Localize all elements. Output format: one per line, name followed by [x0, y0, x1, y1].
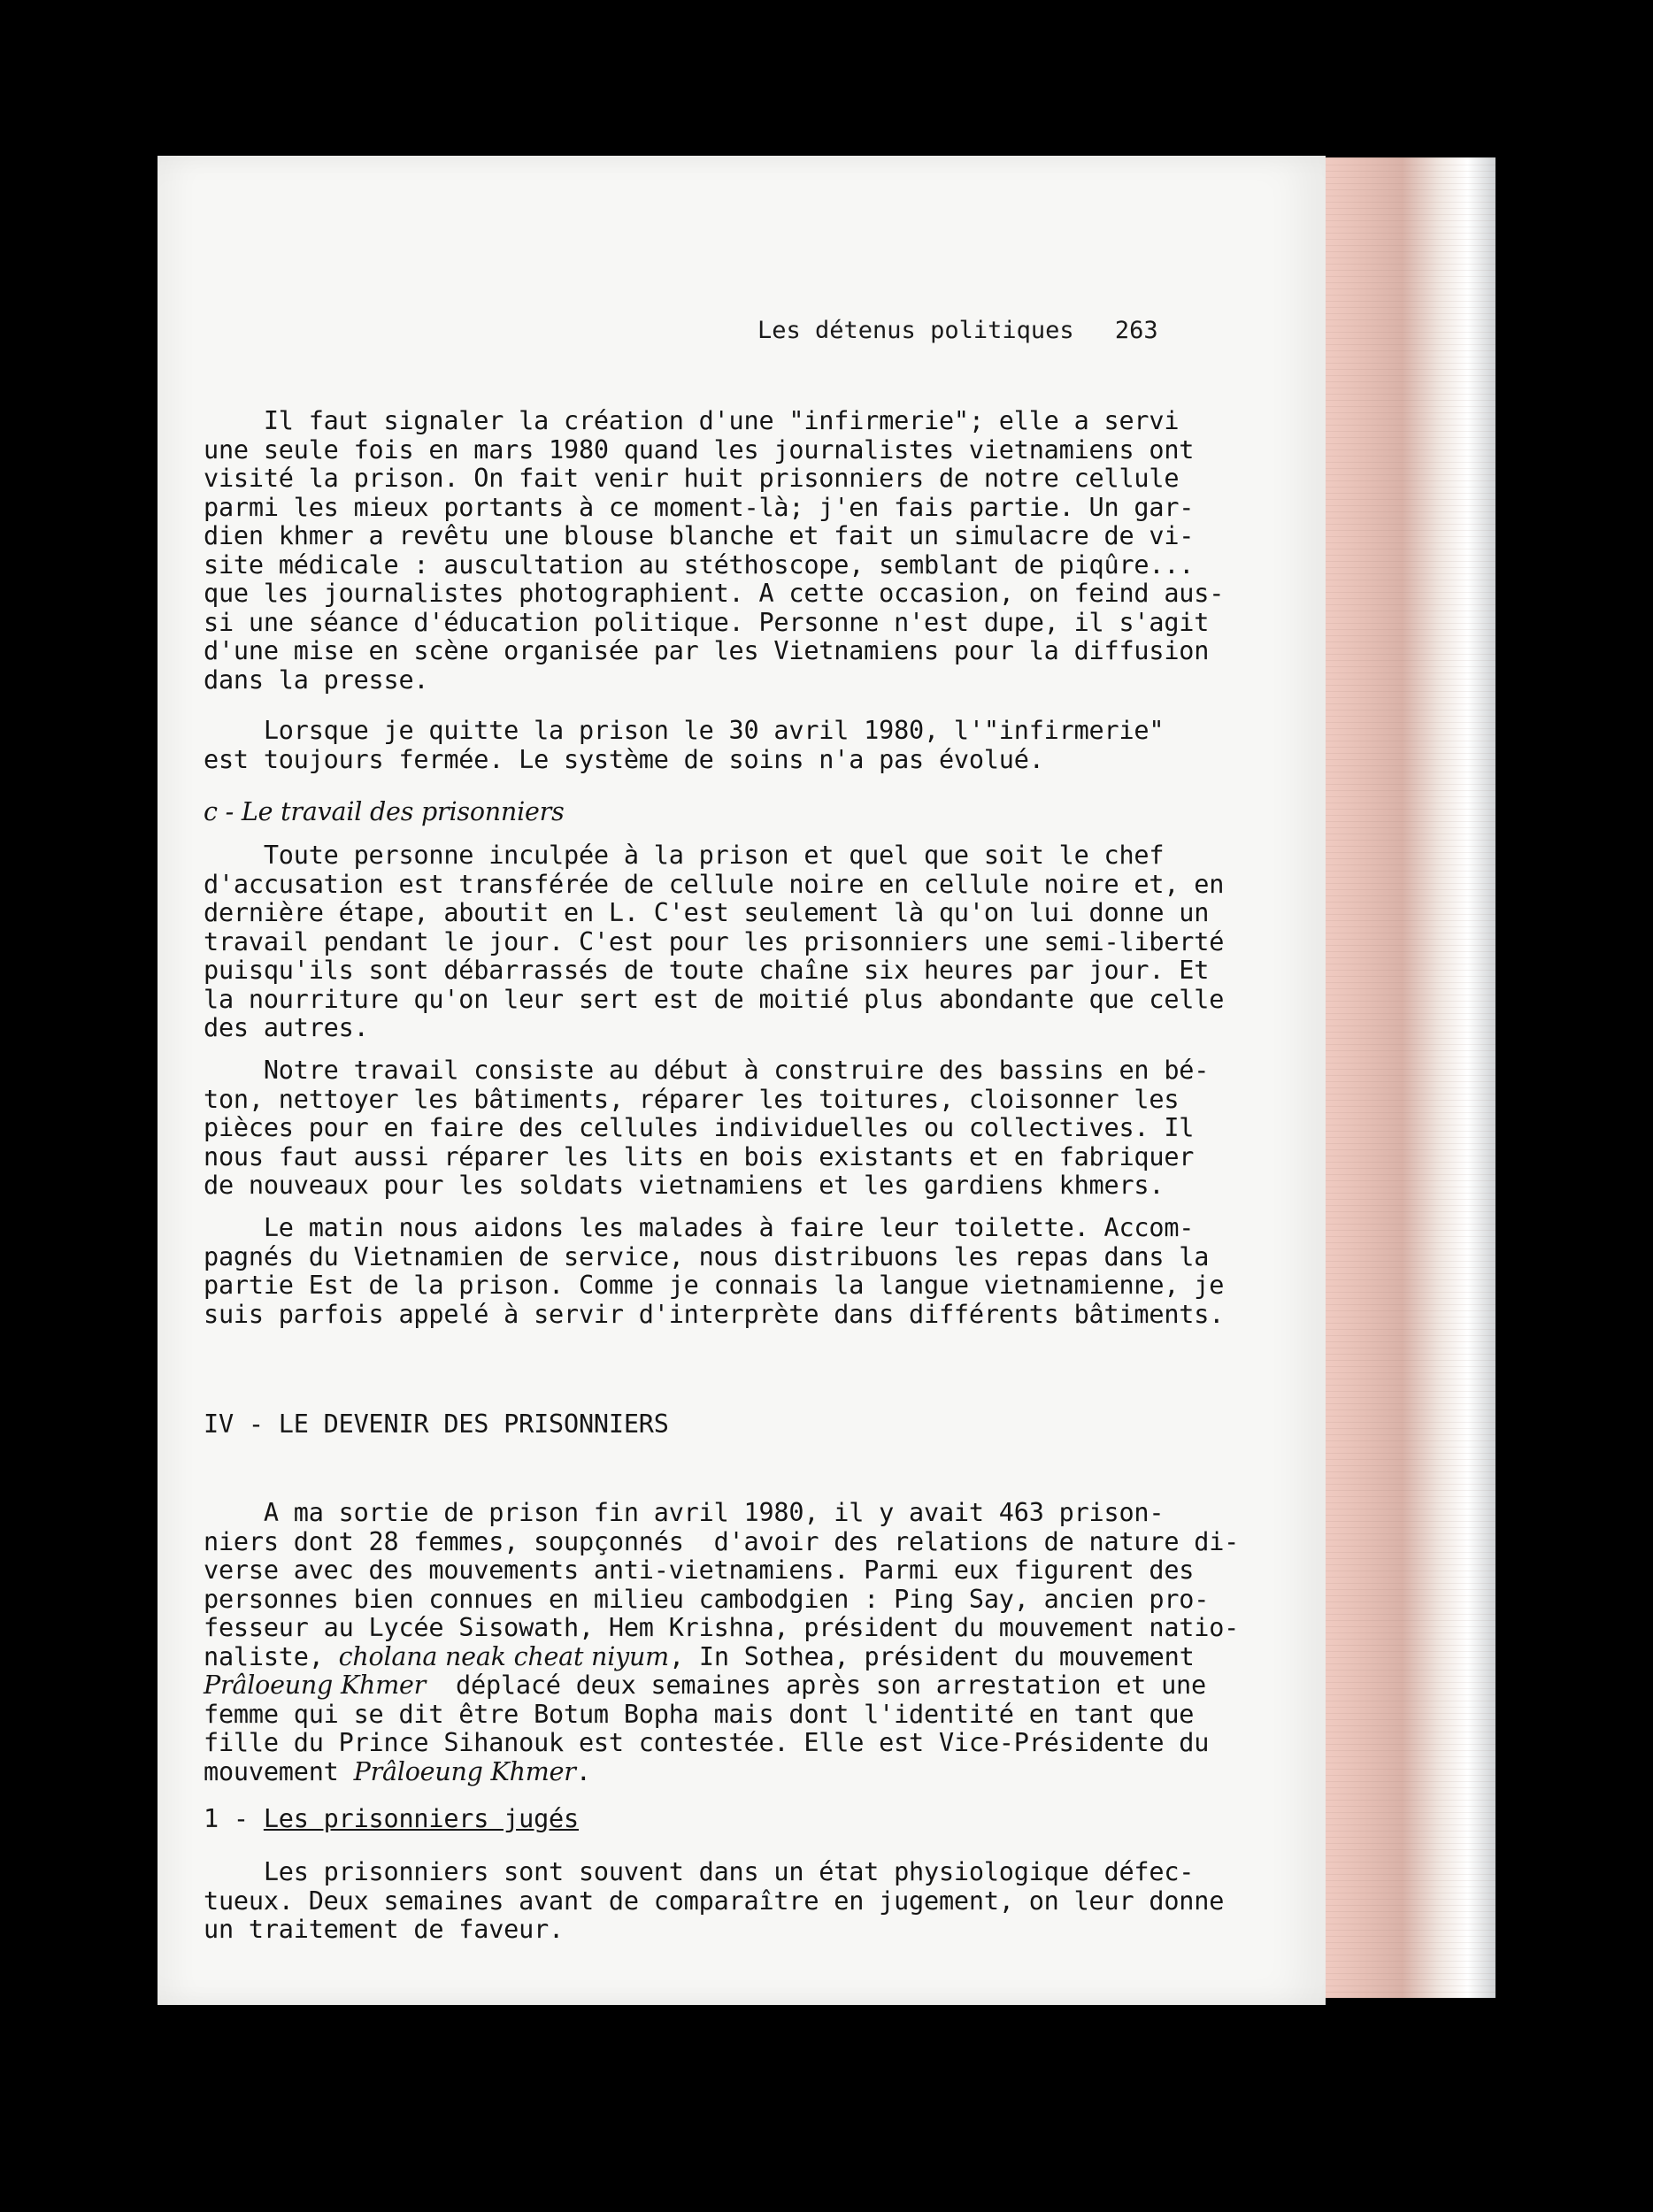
section-heading-iv: IV - LE DEVENIR DES PRISONNIERS [204, 1409, 669, 1439]
paragraph-devenir: A ma sortie de prison fin avril 1980, il y avait 463 prison- niers dont 28 femmes, soupçonnés d'avoir des relations de nature di- verse avec des mouvements anti-vietnamiens. Parmi eux figurent des personnes bien connues en milieu cambodgien : Ping Say, ancien pro- fesseur au Lycée Sisowath, Hem Krishna, président du mouvement natio- naliste, cholana neak cheat niyum, In Sothea, président du mouvement Prâloeung Khmer déplacé deux semaines après son arrestation et une femme qui se dit être Botum Bopha mais dont l'identité en tant que fille du Prince Sihanouk est contestée. Elle est Vice-Présidente du mouvement Prâloeung Khmer. [204, 1498, 1240, 1786]
paragraph-travail: Toute personne inculpée à la prison et quel que soit le chef d'accusation est transférée de cellule noire en cellule noire et, en dernière étape, aboutit en L. C'est seulement là qu'on lui donne un travail pendant le jour. C'est pour les prisonniers une semi-liberté puisqu'ils sont débarrassés de toute chaîne six heures par jour. Et la nourriture qu'on leur sert est de moitié plus abondante que celle des autres. [204, 841, 1225, 1042]
paragraph-prisonniers-juges: Les prisonniers sont souvent dans un état physiologique défec- tueux. Deux semaines avant de comparaître en jugement, on leur donne un traitement de faveur. [204, 1857, 1225, 1944]
page-number: 263 [1114, 317, 1158, 344]
paragraph-liberation: Lorsque je quitte la prison le 30 avril 1980, l'"infirmerie" est toujours fermée. Le système de soins n'a pas évolué. [204, 716, 1165, 774]
book-page [158, 156, 1326, 2005]
running-title: Les détenus politiques [757, 317, 1074, 344]
paragraph-infirmerie: Il faut signaler la création d'une "infirmerie"; elle a servi une seule fois en mars 1980 quand les journalistes vietnamiens ont visité la prison. On fait venir huit prisonniers de notre cellule parmi les mieux portants à ce moment-là; j'en fais partie. Un gar- dien khmer a revêtu une blouse blanche et fait un simulacre de vi- site médicale : auscultation au stéthoscope, semblant de piqûre... que les journalistes photographient. A cette occasion, on feind aus- si une séance d'éducation politique. Personne n'est dupe, il s'agit d'une mise en scène organisée par les Vietnamiens pour la diffusion dans la presse. [204, 406, 1225, 695]
section-heading-1: 1 - Les prisonniers jugés [204, 1804, 579, 1833]
section-heading-c: c - Le travail des prisonniers [204, 797, 565, 826]
paragraph-notre-travail: Notre travail consiste au début à construire des bassins en bé- ton, nettoyer les bâtiments, réparer les toitures, cloisonner les pièces pour en faire des cellules individuelles ou collectives. Il nous faut aussi réparer les lits en bois existants et en fabriquer de nouveaux pour les soldats vietnamiens et les gardiens khmers. [204, 1056, 1210, 1200]
page-edge-lines [1310, 157, 1495, 1998]
running-header [757, 317, 1324, 344]
paragraph-matin: Le matin nous aidons les malades à faire leur toilette. Accom- pagnés du Vietnamien de service, nous distribuons les repas dans la partie Est de la prison. Comme je connais la langue vietnamienne, je suis parfois appelé à servir d'interprète dans différents bâtiments. [204, 1213, 1225, 1329]
page-edges [1310, 157, 1495, 1998]
